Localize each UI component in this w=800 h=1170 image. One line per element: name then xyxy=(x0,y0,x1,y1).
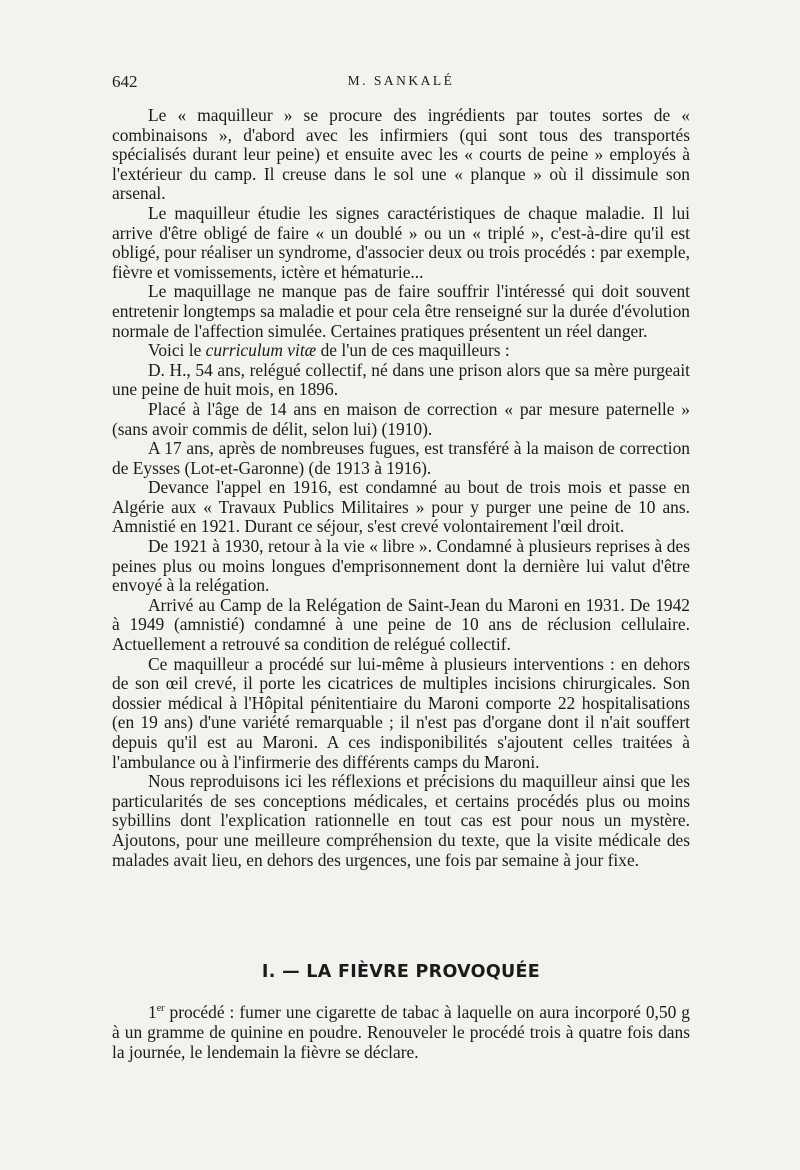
paragraph: Nous reproduisons ici les réflexions et précisions du maquilleur ainsi que les particularités de ses conceptions médicales, et certains procédés plus ou moins sybillins dont l'explication rationnelle en tout cas est pour nous un mystère. Ajoutons, pour une meilleure compréhension du texte, que la visite médicale des malades avait lieu, en dehors des urgences, une fois par semaine à jour fixe. xyxy=(112,771,690,870)
paragraph: Arrivé au Camp de la Relégation de Saint-Jean du Maroni en 1931. De 1942 à 1949 (amnistié) condamné à une peine de 10 ans de réclusion cellulaire. Actuellement a retrouvé sa condition de relégué collectif. xyxy=(112,594,690,655)
page-header xyxy=(112,72,690,96)
page-number: 642 xyxy=(112,72,138,91)
running-title: M. SANKALÉ xyxy=(347,73,455,88)
paragraph: Le maquillage ne manque pas de faire souffrir l'intéressé qui doit souvent entretenir longtemps sa maladie et pour cela être renseigné sur la durée d'évolution normale de l'affection simulée. Certaines pratiques présentent un réel danger. xyxy=(112,281,690,341)
paragraph: De 1921 à 1930, retour à la vie « libre ». Condamné à plusieurs reprises à des peines plus ou moins longues d'emprisonnement dont la dernière lui valut d'être envoyé à la relégation. xyxy=(112,536,690,596)
paragraph: A 17 ans, après de nombreuses fugues, est transféré à la maison de correction de Eysses (Lot-et-Garonne) (de 1913 à 1916). xyxy=(112,438,690,478)
intro-text: Voici le xyxy=(148,340,206,361)
curriculum-vitae-italic: curriculum vitæ xyxy=(205,340,317,361)
ordinal-suffix: er xyxy=(156,1003,165,1015)
intro-text: de l'un de ces maquilleurs : xyxy=(316,340,510,361)
ordinal: 1 xyxy=(148,1002,157,1022)
paragraph: D. H., 54 ans, relégué collectif, né dans une prison alors que sa mère purgeait une peine de huit mois, en 1896. xyxy=(112,359,690,400)
section-heading: I. — LA FIÈVRE PROVOQUÉE xyxy=(261,962,541,982)
body-text xyxy=(112,106,690,870)
curriculum-intro xyxy=(112,341,690,361)
paragraph: Le maquilleur étudie les signes caractéristiques de chaque maladie. Il lui arrive d'être obligé de faire « un doublé » ou un « triplé », c'est-à-dire qu'il est obligé, pour réaliser un syndrome, d'associer deux ou trois procédés : par exemple, fièvre et vomissements, ictère et hématurie... xyxy=(112,202,690,282)
paragraph: Placé à l'âge de 14 ans en maison de correction « par mesure paternelle » (sans avoir commis de délit, selon lui) (1910). xyxy=(112,398,690,439)
section-body xyxy=(112,1002,690,1062)
paragraph: Ce maquilleur a procédé sur lui-même à plusieurs interventions : en dehors de son œil crevé, il porte les cicatrices de multiples incisions chirurgicales. Son dossier médical à l'Hôpital pénitentiaire du Maroni comporte 22 hospitalisations (en 19 ans) d'une variété remarquable ; il n'est pas d'organe dont il n'ait souffert depuis qu'il est au Maroni. A ces indisponibilités s'ajoutent celles traitées à l'ambulance ou à l'infirmerie des différents camps du Maroni. xyxy=(112,653,690,772)
procedure-text: procédé : fumer une cigarette de tabac à laquelle on aura incorporé 0,50 g à un gramme de quinine en poudre. Renouveler le procédé trois à quatre fois dans la journée, le lendemain la fièvre se déclare. xyxy=(112,1002,690,1062)
paragraph: Le « maquilleur » se procure des ingrédients par toutes sortes de « combinaisons », d'abord avec les infirmiers (qui sont tous des transportés spécialisés durant leur peine) et ensuite avec les « courts de peine » employés à l'extérieur du camp. Il creuse dans le sol une « planque » où il dissimule son arsenal. xyxy=(112,105,690,204)
paragraph xyxy=(112,1002,690,1062)
paragraph: Devance l'appel en 1916, est condamné au bout de trois mois et passe en Algérie aux « Travaux Publics Militaires » pour y purger une peine de 10 ans. Amnistié en 1921. Durant ce séjour, s'est crevé volontairement l'œil droit. xyxy=(112,477,690,537)
